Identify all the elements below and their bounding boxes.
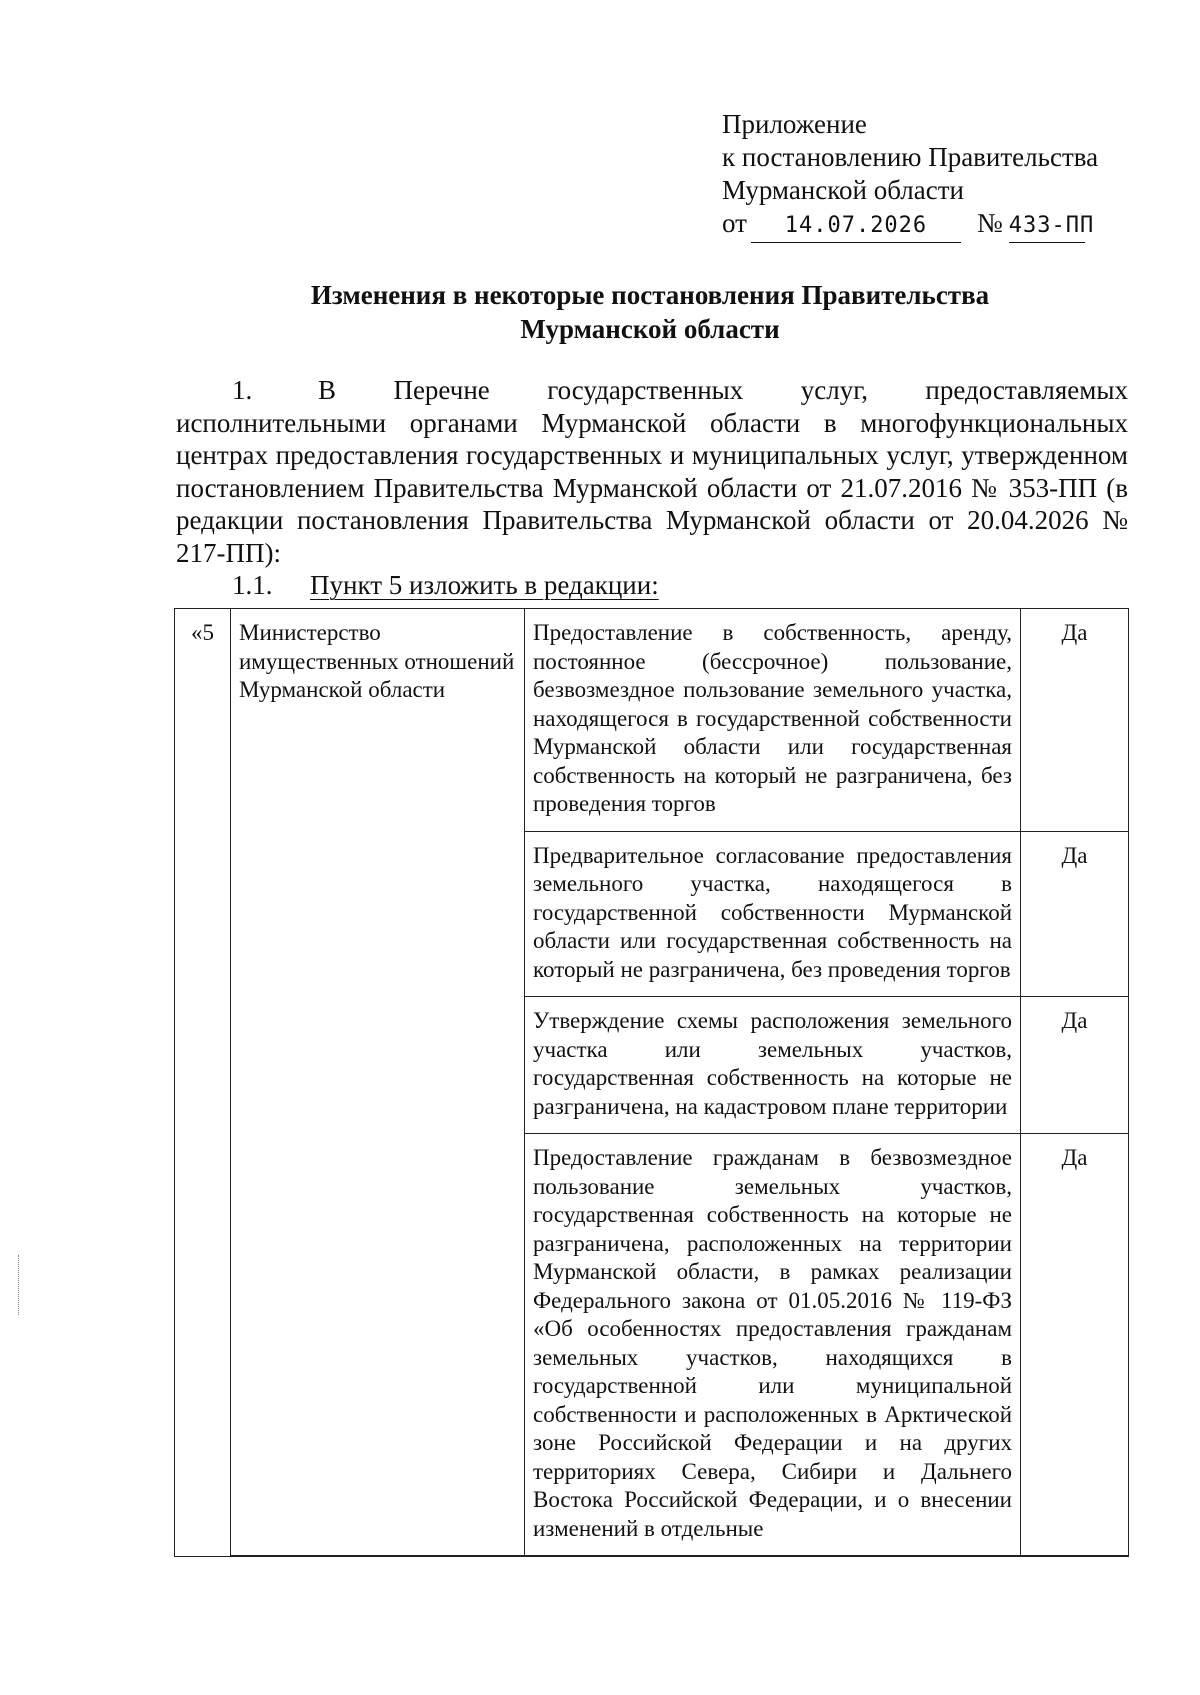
document-title [200, 278, 1100, 346]
subparagraph-1-1 [176, 569, 1128, 602]
number-sign: № [976, 208, 1003, 238]
service-cell: Утверждение схемы расположения земельного участка или земельных участков, государственная собственность на которые не разграничена, на кадастровом плане территории [525, 997, 1021, 1134]
paragraph-1 [176, 374, 1128, 569]
paragraph-1-text: В Перечне государственных услуг, предоставляемых исполнительными органами Мурманской области в многофункциональных центрах предоставления государственных и муниципальных услуг, утвержденном постановлением Правительства Мурманской области от 21.07.2016 № 353-ПП (в редакции постановления Правительства Мурманской области от 20.04.2026 № 217-ПП): [176, 375, 1128, 568]
authority-cell: Министерство имущественных отношений Мурманской области [231, 609, 525, 1557]
appendix-region: Мурманской области [722, 175, 964, 205]
mfc-cell: Да [1021, 1134, 1129, 1557]
service-cell: Предоставление в собственность, аренду, постоянное (бессрочное) пользование, безвозмездное пользование земельного участка, находящегося в государственной собственности Мурманской области или государственная собственность на который не разграничена, без проведения торгов [525, 609, 1021, 832]
appendix-reference: к постановлению Правительства [722, 142, 1099, 172]
service-cell: Предоставление гражданам в безвозмездное пользование земельных участков, государственная собственность на которые не разграничена, расположенных на территории Мурманской области, в рамках реализации Федерального закона от 01.05.2016 № 119-ФЗ «Об особенностях предоставления гражданам земельных участков, находящихся в государственной или муниципальной собственности и расположенных в Арктической зоне Российской Федерации и на других территориях Севера, Сибири и Дальнего Востока Российской Федерации, и о внесении изменений в отдельные [525, 1134, 1021, 1557]
mfc-cell: Да [1021, 997, 1129, 1134]
service-cell: Предварительное согласование предоставления земельного участка, находящегося в государственной собственности Мурманской области или государственная собственность на который не разграничена, без проведения торгов [525, 831, 1021, 997]
mfc-cell: Да [1021, 609, 1129, 832]
scan-margin-mark [18, 1255, 21, 1315]
title-line-2: Мурманской области [520, 314, 780, 344]
from-label: от [722, 208, 747, 238]
resolution-number: 433-ПП [1009, 209, 1085, 243]
subparagraph-text: Пункт 5 изложить в редакции: [310, 570, 659, 600]
appendix-header [722, 108, 1162, 243]
appendix-date-number-line [722, 207, 1162, 243]
table-row [175, 609, 1129, 832]
services-table [174, 608, 1129, 1557]
mfc-cell: Да [1021, 831, 1129, 997]
appendix-label: Приложение [722, 109, 867, 139]
paragraph-1-number: 1. [232, 375, 253, 405]
resolution-date: 14.07.2026 [751, 209, 961, 243]
document-body [176, 374, 1128, 602]
title-line-1: Изменения в некоторые постановления Правительства [310, 280, 990, 310]
subparagraph-number: 1.1. [232, 570, 273, 600]
item-number-cell: «5 [175, 609, 231, 1557]
